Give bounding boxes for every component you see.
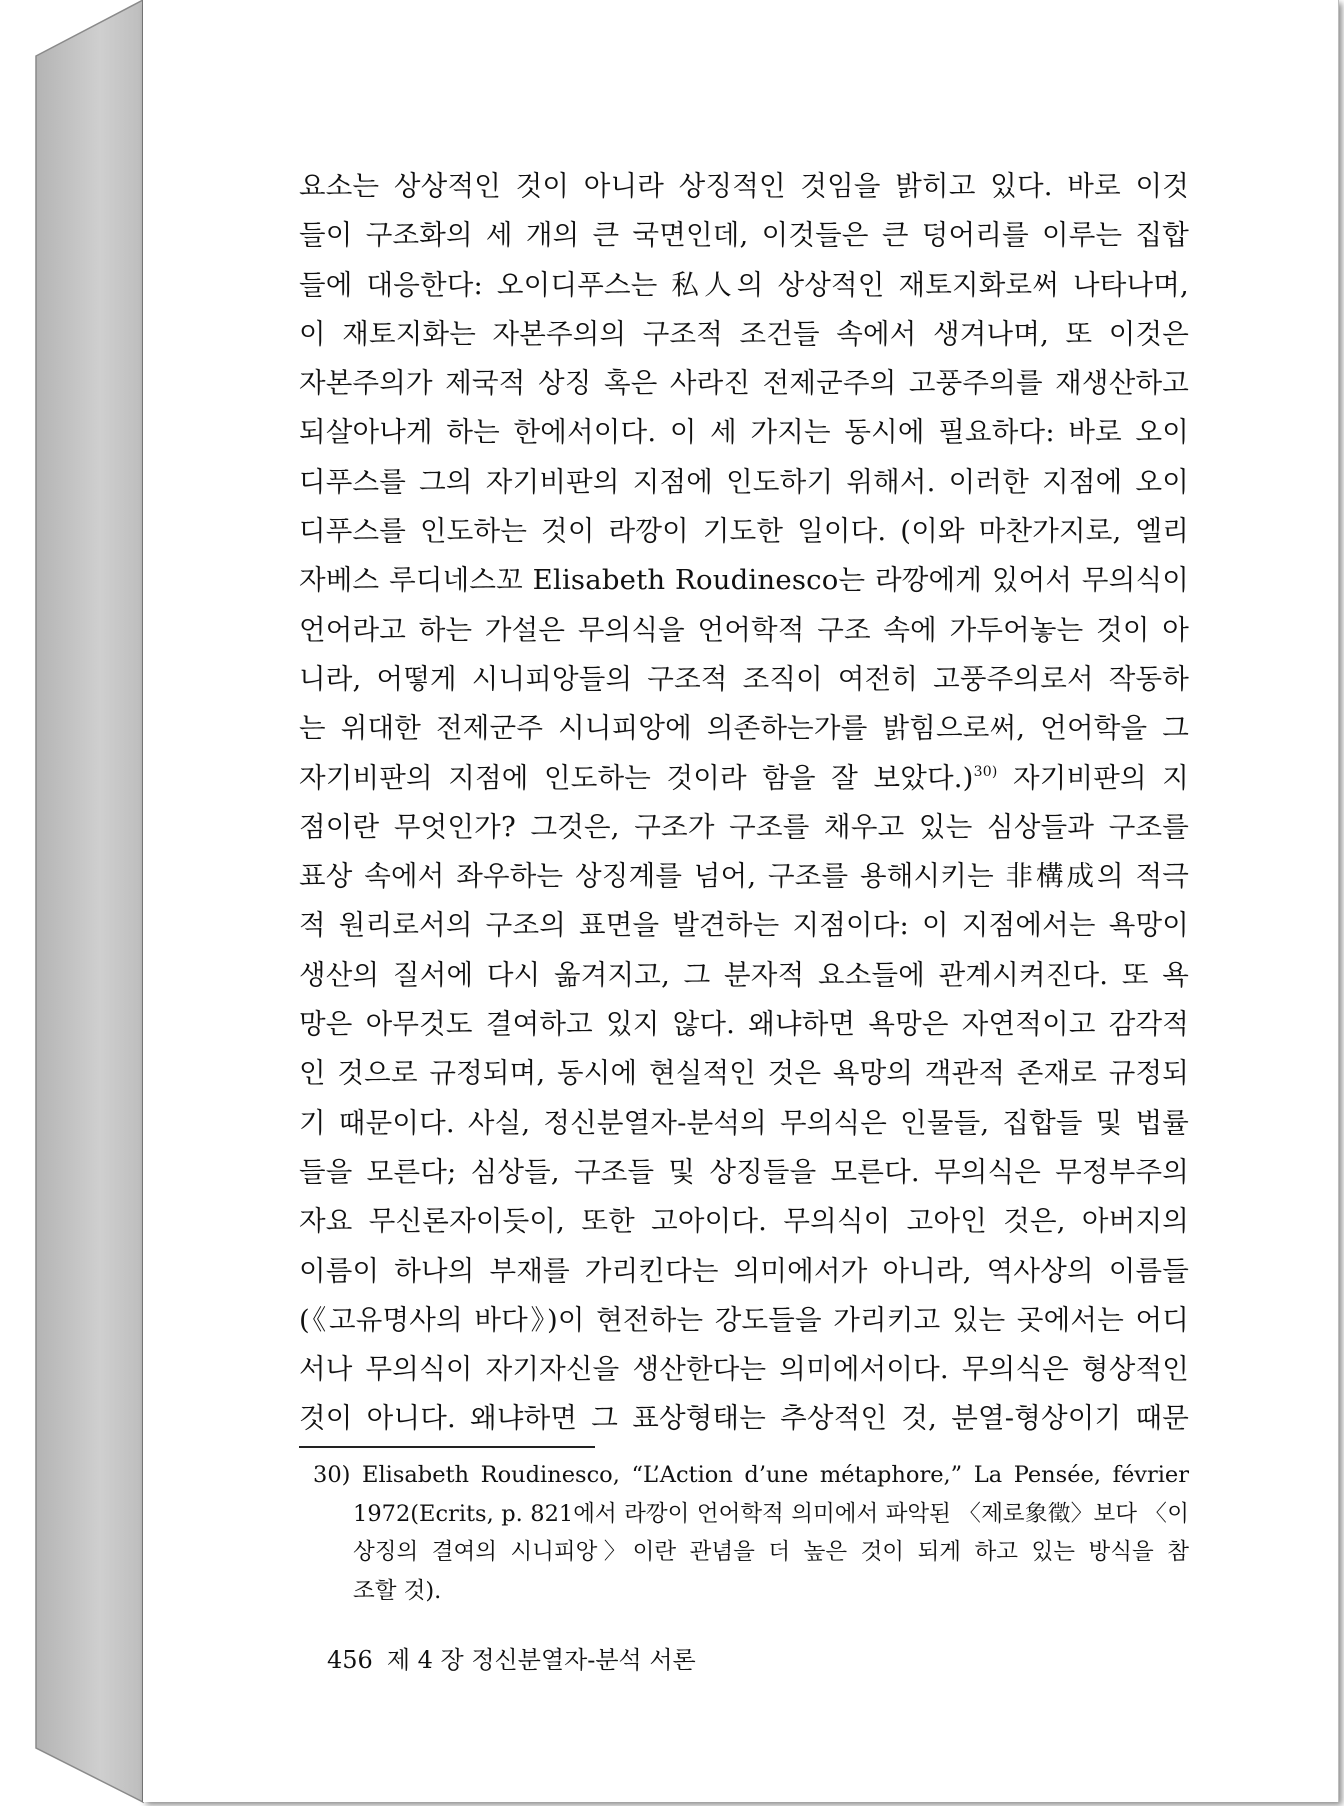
- text-line-with-footnote-ref: [299, 754, 1189, 803]
- text-line: 언어라고 하는 가설은 무의식을 언어학적 구조 속에 가두어놓는 것이 아: [299, 613, 1189, 646]
- text-line: 는 위대한 전제군주 시니피앙에 의존하는가를 밝힘으로써, 언어학을 그: [299, 712, 1189, 745]
- footnote-reference[interactable]: 30): [973, 763, 998, 780]
- footnote-line: 1972(Ecrits, p. 821에서 라깡이 언어학적 의미에서 파악된 〈제로象徵〉보다 〈이: [353, 1500, 1189, 1527]
- footnote: [313, 1456, 1189, 1610]
- text-line: 인 것으로 규정되며, 동시에 현실적인 것은 욕망의 객관적 존재로 규정되: [299, 1057, 1189, 1090]
- text-line: 되살아나게 하는 한에서이다. 이 세 가지는 동시에 필요하다: 바로 오이: [299, 416, 1189, 449]
- text-line: 들에 대응한다: 오이디푸스는 私人의 상상적인 재토지화로써 나타나며,: [299, 268, 1189, 301]
- page-number: 456: [327, 1646, 373, 1674]
- text-line: 디푸스를 그의 자기비판의 지점에 인도하기 위해서. 이러한 지점에 오이: [299, 465, 1189, 498]
- body-text: [299, 162, 1189, 1444]
- footnote-line: 30) Elisabeth Roudinesco, “L’Action d’une métaphore,” La Pensée, février: [313, 1462, 1189, 1488]
- text-line: 니라, 어떻게 시니피앙들의 구조적 조직이 여전히 고풍주의로서 작동하: [299, 662, 1189, 695]
- running-footer: [327, 1640, 710, 1675]
- footnote-line: 상징의 결여의 시니피앙〉이란 관념을 더 높은 것이 되게 하고 있는 방식을 참: [353, 1539, 1189, 1565]
- text-line: (《고유명사의 바다》)이 현전하는 강도들을 가리키고 있는 곳에서는 어디: [299, 1303, 1189, 1336]
- text-line: 적 원리로서의 구조의 표면을 발견하는 지점이다: 이 지점에서는 욕망이: [299, 909, 1189, 942]
- chapter-title: 제 4 장 정신분열자-분석 서론: [386, 1646, 696, 1674]
- text-segment: 자기비판의 지점에 인도하는 것이라 함을 잘 보았다.): [299, 761, 974, 794]
- text-line: 기 때문이다. 사실, 정신분열자-분석의 무의식은 인물들, 집합들 및 법률: [299, 1106, 1189, 1139]
- text-line: 서나 무의식이 자기자신을 생산한다는 의미에서이다. 무의식은 형상적인: [299, 1353, 1189, 1386]
- text-line: 디푸스를 인도하는 것이 라깡이 기도한 일이다. (이와 마찬가지로, 엘리: [299, 515, 1189, 548]
- text-line: 자베스 루디네스꼬 Elisabeth Roudinesco는 라깡에게 있어서 무의식이: [299, 564, 1189, 597]
- text-line: 이 재토지화는 자본주의의 구조적 조건들 속에서 생겨나며, 또 이것은: [299, 317, 1189, 350]
- text-line: 요소는 상상적인 것이 아니라 상징적인 것임을 밝히고 있다. 바로 이것: [299, 170, 1189, 202]
- footnote-divider: [299, 1446, 595, 1448]
- text-line: 자본주의가 제국적 상징 혹은 사라진 전제군주의 고풍주의를 재생산하고: [299, 367, 1189, 400]
- text-line: 들을 모른다; 심상들, 구조들 및 상징들을 모른다. 무의식은 무정부주의: [299, 1155, 1189, 1188]
- text-segment: 자기비판의 지: [997, 761, 1189, 794]
- text-line: 생산의 질서에 다시 옮겨지고, 그 분자적 요소들에 관계시켜진다. 또 욕: [299, 958, 1189, 991]
- text-line: 점이란 무엇인가? 그것은, 구조가 구조를 채우고 있는 심상들과 구조를: [299, 810, 1189, 843]
- text-line: 망은 아무것도 결여하고 있지 않다. 왜냐하면 욕망은 자연적이고 감각적: [299, 1008, 1189, 1041]
- text-line: 자요 무신론자이듯이, 또한 고아이다. 무의식이 고아인 것은, 아버지의: [299, 1205, 1189, 1238]
- text-line: 이름이 하나의 부재를 가리킨다는 의미에서가 아니라, 역사상의 이름들: [299, 1254, 1189, 1287]
- text-line: 표상 속에서 좌우하는 상징계를 넘어, 구조를 용해시키는 非構成의 적극: [299, 860, 1189, 893]
- text-line: 들이 구조화의 세 개의 큰 국면인데, 이것들은 큰 덩어리를 이루는 집합: [299, 219, 1189, 252]
- footnote-line: 조할 것).: [353, 1577, 442, 1604]
- text-line: 것이 아니다. 왜냐하면 그 표상형태는 추상적인 것, 분열-형상이기 때문: [299, 1402, 1189, 1435]
